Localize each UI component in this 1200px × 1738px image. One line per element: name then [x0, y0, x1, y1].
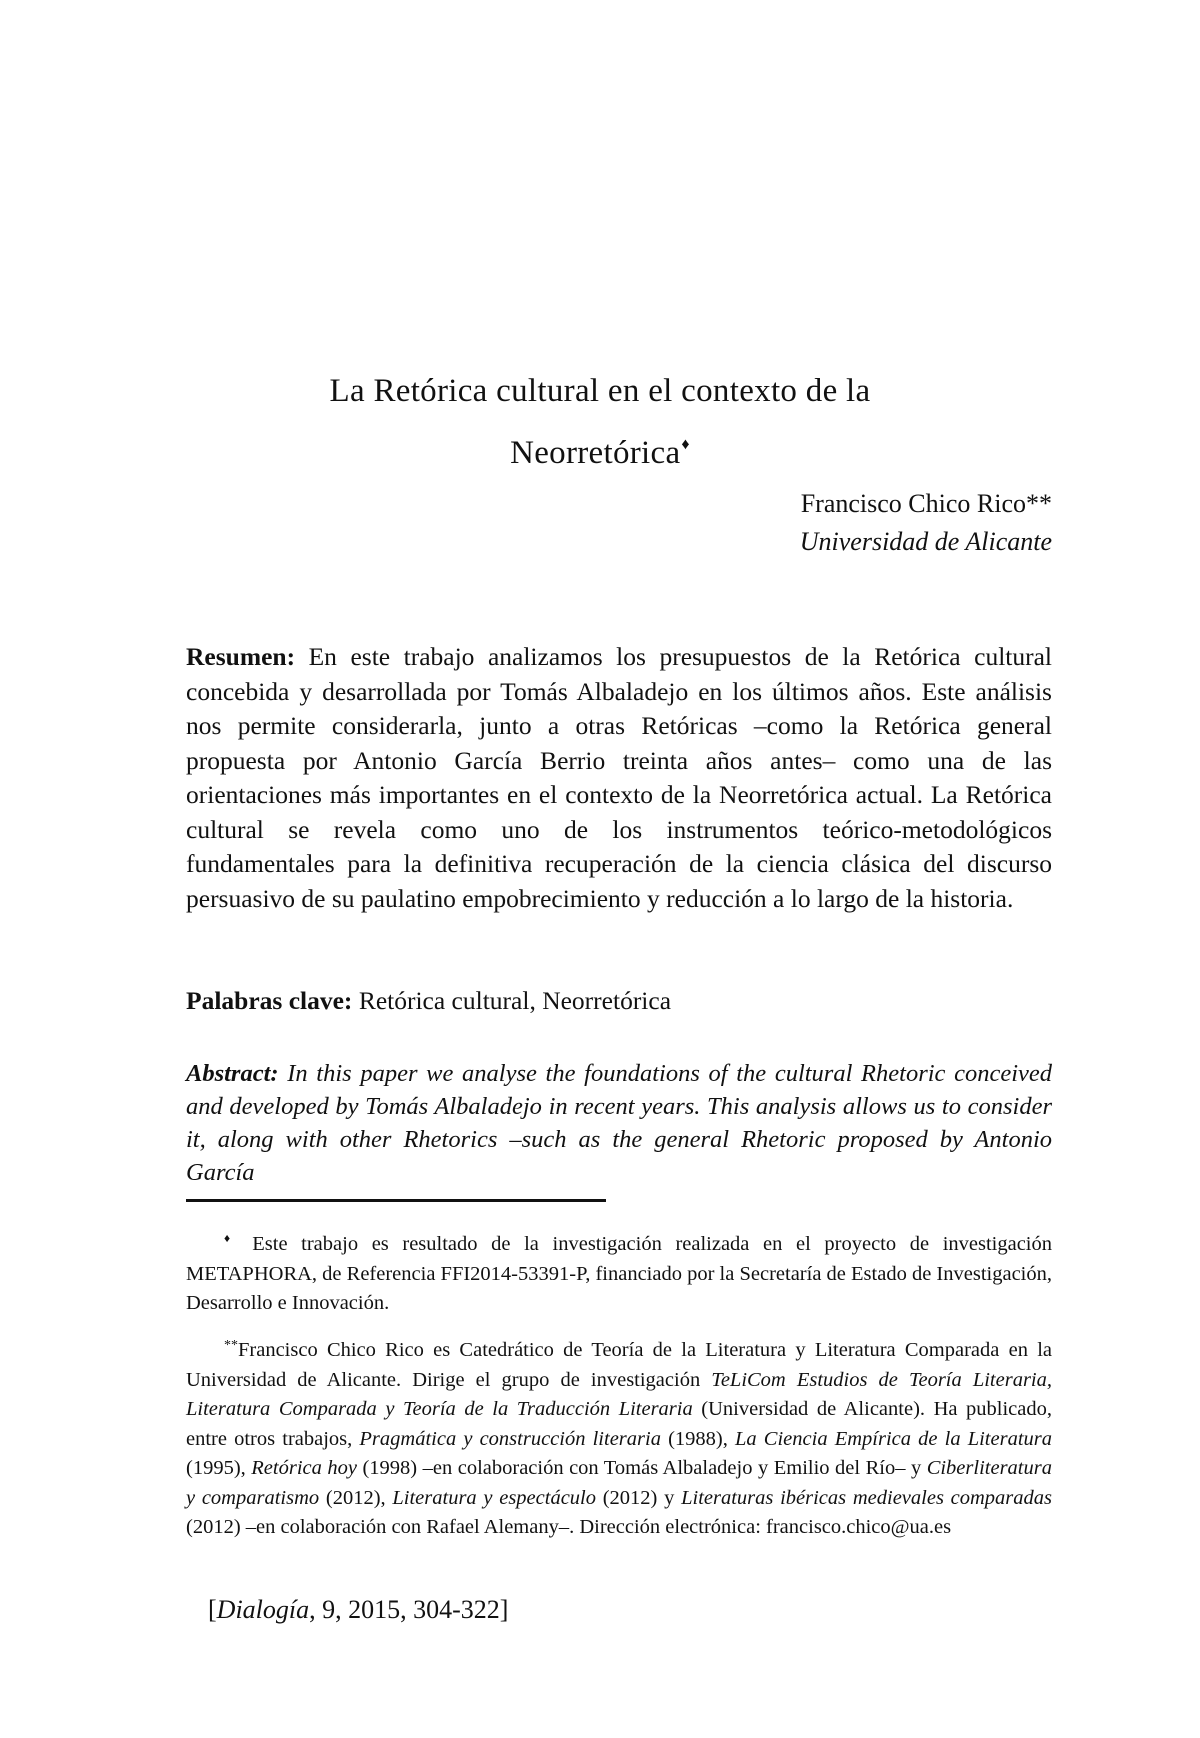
footer-bracket: [ — [208, 1595, 217, 1624]
footnote-2-text: (1988), — [660, 1427, 736, 1450]
resumen-paragraph — [186, 640, 1052, 916]
footnote-2-text: (2012) y — [596, 1486, 682, 1509]
footnote-2 — [186, 1331, 1052, 1543]
footnote-2-text: Francisco Chico Rico es Catedrático de Teoría de la Literatura y Literatura Comparada en la Universidad de Alicante. Dirige el grupo de investigación — [186, 1339, 1052, 1391]
book-title: Pragmática y construcción literaria — [359, 1427, 661, 1450]
resumen-text: En este trabajo analizamos los presupuestos de la Retórica cultural concebida y desarrollada por Tomás Albaladejo en los últimos años. Este análisis nos permite considerarla, junto a otras Retóricas –como la Retórica general propuesta por Antonio García Berrio treinta años antes– como una de las orientaciones más importantes en el contexto de la Neorretórica actual. La Retórica cultural se revela como uno de los instrumentos teórico-metodológicos fundamentales para la definitiva recuperación de la ciencia clásica del discurso persuasivo de su paulatino empobrecimiento y reducción a lo largo de la historia. — [186, 642, 1053, 913]
footnote-2-text: (2012) –en colaboración con Rafael Alemany–. Dirección electrónica: francisco.chico@ua.es — [186, 1516, 952, 1538]
footnote-2-text: (1998) –en colaboración con Tomás Albaladejo y Emilio del Río– y — [356, 1457, 927, 1479]
author-block — [352, 485, 1052, 561]
keywords-text: Retórica cultural, Neorretórica — [358, 986, 672, 1015]
book-title: Ciberliteratura y comparatismo — [186, 1457, 1052, 1509]
abstract-text: In this paper we analyse the foundations of the cultural Rhetoric conceived and developed by Tomás Albaladejo in recent years. This analysis allows us to consider it, along with other Rhetorics –such as the general Rhetoric proposed by Antonio García — [186, 1060, 1053, 1186]
footer-issue-pages: , 9, 2015, 304-322] — [309, 1595, 509, 1624]
footnote-2-text: (Universidad de Alicante). Ha publicado, entre otros trabajos, — [186, 1398, 1052, 1450]
author-affiliation: Universidad de Alicante — [799, 527, 1052, 556]
book-title: Literatura y espectáculo — [392, 1486, 596, 1509]
book-title: Literaturas ibéricas medievales comparadas — [681, 1486, 1053, 1509]
footnote-2-mark: ** — [224, 1338, 238, 1353]
footnote-1-text: Este trabajo es resultado de la investigación realizada en el proyecto de investigación METAPHORA, de Referencia FFI2014-53391-P, financiado por la Secretaría de Estado de Investigación, Desarrollo e Innovación. — [186, 1233, 1053, 1314]
author-name: Francisco Chico Rico** — [800, 489, 1052, 518]
footnote-1 — [186, 1224, 1052, 1319]
keywords-paragraph — [186, 984, 1052, 1019]
footnote-2-text: (1995), — [186, 1457, 252, 1479]
footnote-2-text: (2012), — [319, 1486, 393, 1509]
journal-name: Dialogía — [216, 1595, 310, 1624]
footnote-separator — [186, 1199, 606, 1202]
book-title: Retórica hoy — [251, 1457, 357, 1479]
paper-title — [150, 364, 1050, 480]
title-note-mark: ♦ — [681, 436, 690, 454]
resumen-label: Resumen: — [186, 642, 296, 671]
abstract-paragraph — [186, 1057, 1052, 1189]
title-line-1: La Retórica cultural en el contexto de la — [329, 373, 871, 410]
research-group-name: TeLiCom Estudios de Teoría Literaria, Literatura Comparada y Teoría de la Traducción Literaria — [186, 1368, 1052, 1420]
footnote-1-mark: ♦ — [224, 1231, 239, 1245]
keywords-label: Palabras clave: — [186, 986, 353, 1015]
title-line-2: Neorretórica — [510, 435, 681, 472]
book-title: La Ciencia Empírica de la Literatura — [735, 1427, 1053, 1450]
page-footer-citation — [208, 1592, 508, 1628]
abstract-label: Abstract: — [186, 1060, 279, 1087]
